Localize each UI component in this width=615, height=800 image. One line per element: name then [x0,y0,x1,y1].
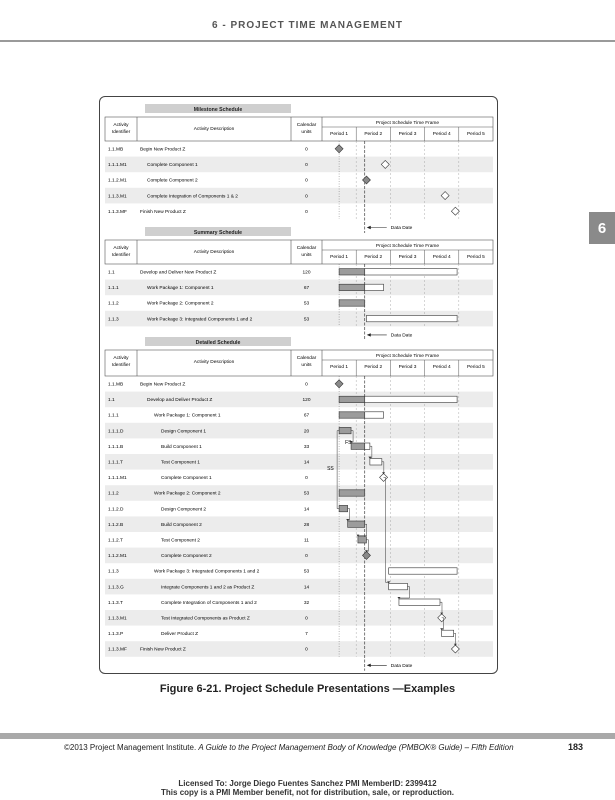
col-activity-identifier: Activity [113,123,129,128]
row-activity-id: 1.1.2.T [108,538,123,544]
row-activity-id: 1.1.1.B [108,444,124,450]
row-activity-desc: Work Package 1: Component 1 [154,413,221,419]
gantt-bar-remaining [365,396,457,402]
gantt-bar-remaining [365,412,384,418]
row-activity-desc: Test Component 1 [161,460,200,466]
row-activity-desc: Complete Integration of Components 1 and 2 [161,600,257,606]
row-calendar-units: 120 [302,398,311,404]
gantt-bar-complete [339,505,348,511]
footer-prefix: ©2013 Project Management Institute. [64,743,199,752]
row-calendar-units: 67 [303,413,310,419]
gantt-bar-remaining [365,269,457,275]
row-activity-id: 1.1.3.M1 [108,194,127,200]
gantt-bar-remaining [370,459,382,465]
row-calendar-units: 0 [305,163,308,169]
row-activity-desc: Work Package 3: Integrated Components 1 and 2 [147,317,253,323]
row-activity-id: 1.1.2.B [108,522,124,528]
row-activity-id: 1.1.2 [108,491,119,497]
col-activity-identifier: Identifier [111,253,131,258]
row-activity-id: 1.1.1.M1 [108,476,127,482]
col-period: Period 4 [432,365,451,370]
data-date-arrowhead [367,226,371,229]
col-period: Period 5 [466,365,485,370]
col-calendar-units: units [301,130,312,135]
gantt-bar-complete [348,521,365,527]
row-activity-desc: Design Component 1 [161,429,207,435]
gantt-bar-remaining [389,568,457,574]
row-calendar-units: 0 [305,178,308,184]
row-activity-id: 1.1.3.M1 [108,616,127,622]
gantt-bar-complete [339,427,351,433]
gantt-bar-complete [339,490,365,496]
gantt-bar-remaining [399,599,440,605]
section-title: Milestone Schedule [193,107,243,113]
col-period: Period 2 [364,132,383,137]
col-period: Period 1 [330,255,349,260]
col-period: Period 3 [398,365,417,370]
row-calendar-units: 0 [305,616,308,622]
row-activity-id: 1.1.3.T [108,600,123,606]
row-activity-desc: Develop and Deliver New Product Z [140,270,217,276]
row-activity-desc: Work Package 2: Component 2 [154,491,221,497]
row-calendar-units: 14 [303,507,310,513]
milestone-complete [362,176,370,184]
gantt-bar-complete [358,537,367,543]
col-calendar-units: units [301,253,312,258]
gantt-bar-remaining [366,315,457,321]
row-activity-desc: Build Component 1 [161,444,202,450]
col-period: Period 5 [466,132,485,137]
row-activity-desc: Work Package 2: Component 2 [147,301,214,307]
row-activity-id: 1.1.2.M1 [108,554,127,560]
col-calendar-units: Calendar [296,356,317,361]
row-calendar-units: 14 [303,585,310,591]
dependency-fs-head [382,472,385,474]
row-activity-desc: Complete Component 1 [147,163,198,169]
data-date-label: Data Date [390,663,413,669]
col-calendar-units: Calendar [296,246,317,251]
figure-caption: Figure 6-21. Project Schedule Presentations —Examples [159,683,456,695]
milestone-complete [335,380,343,388]
gantt-bar-remaining [442,630,454,636]
row-activity-desc: Work Package 3: Integrated Components 1 and 2 [154,569,260,575]
data-date-arrowhead [367,333,371,336]
section-title: Summary Schedule [193,230,243,236]
data-date-label: Data Date [390,226,413,231]
row-calendar-units: 0 [305,209,308,215]
row-calendar-units: 53 [303,317,310,323]
col-period: Period 2 [364,365,383,370]
page-number: 183 [568,742,584,752]
ss-annotation: SS [327,465,334,472]
row-activity-id: 1.1.2 [108,301,119,307]
gantt-bar-complete [339,300,365,306]
col-period: Period 1 [330,132,349,137]
row-activity-desc: Develop and Deliver Product Z [147,398,213,404]
row-activity-id: 1.1.MB [108,382,124,388]
col-time-frame: Project Schedule Time Frame [375,244,440,249]
row-activity-desc: Begin New Product Z [140,382,186,388]
row-calendar-units: 14 [303,460,310,466]
section-title: Detailed Schedule [195,340,241,346]
license-notice [0,779,615,797]
row-calendar-units: 53 [303,569,310,575]
col-activity-identifier: Activity [113,246,129,251]
col-period: Period 4 [432,255,451,260]
row-activity-desc: Test Integrated Components as Product Z [161,616,250,622]
gantt-bar-complete [339,284,365,290]
col-period: Period 5 [466,255,485,260]
row-activity-desc: Finish New Product Z [140,647,186,653]
row-activity-id: 1.1.3.MF [108,209,127,215]
footer-book-title: A Guide to the Project Management Body of Knowledge (PMBOK® Guide) – Fifth Edition [198,743,514,752]
row-activity-id: 1.1.3 [108,569,119,575]
row-activity-desc: Design Component 2 [161,507,207,513]
col-period: Period 3 [398,132,417,137]
row-activity-id: 1.1.1.M1 [108,163,127,169]
row-calendar-units: 0 [305,147,308,153]
row-activity-desc: Finish New Product Z [140,209,186,215]
col-calendar-units: Calendar [296,123,317,128]
row-activity-id: 1.1.1 [108,286,119,292]
row-activity-id: 1.1.3.P [108,632,124,638]
row-calendar-units: 53 [303,301,310,307]
row-activity-desc: Complete Component 2 [147,178,198,184]
gantt-bar-complete [339,412,365,418]
col-period: Period 4 [432,132,451,137]
license-line-2: This copy is a PMI Member benefit, not for distribution, sale, or reproduction. [161,788,454,797]
row-calendar-units: 0 [305,647,308,653]
milestone-complete [335,145,343,153]
row-calendar-units: 120 [302,270,311,276]
col-period: Period 2 [364,255,383,260]
row-activity-desc: Test Component 2 [161,538,200,544]
footer-rule [0,733,615,739]
row-calendar-units: 0 [305,382,308,388]
gantt-bar-complete [351,443,365,449]
row-calendar-units: 11 [304,538,309,544]
row-activity-desc: Complete Integration of Components 1 & 2 [147,194,238,200]
col-period: Period 1 [330,365,349,370]
row-calendar-units: 28 [303,522,310,528]
gantt-bar-remaining [365,284,384,290]
col-activity-description: Activity Description [193,360,235,365]
row-calendar-units: 7 [305,632,308,638]
row-activity-id: 1.1.3.G [108,585,124,591]
data-date-label: Data Date [390,333,413,339]
milestone-pending [451,207,459,215]
row-activity-desc: Complete Component 1 [161,476,212,482]
row-activity-id: 1.1.2.M1 [108,178,127,184]
row-activity-id: 1.1.2.D [108,507,124,513]
col-time-frame: Project Schedule Time Frame [375,354,440,359]
chapter-tab: 6 [589,212,615,244]
col-activity-identifier: Identifier [111,363,131,368]
row-activity-desc: Build Component 2 [161,522,202,528]
row-activity-id: 1.1 [108,270,115,276]
row-activity-desc: Integrate Components 1 and 2 as Product Z [161,585,255,591]
col-calendar-units: units [301,363,312,368]
data-date-arrowhead [367,664,371,667]
row-calendar-units: 20 [303,429,310,435]
row-calendar-units: 32 [303,600,310,606]
row-activity-id: 1.1.3 [108,317,119,323]
row-activity-id: 1.1 [108,398,115,404]
gantt-bar-remaining [389,583,408,589]
row-calendar-units: 67 [303,286,310,292]
row-calendar-units: 33 [303,444,310,450]
col-time-frame: Project Schedule Time Frame [375,121,440,126]
row-activity-desc: Deliver Product Z [161,632,199,638]
row-activity-id: 1.1.1.T [108,460,123,466]
col-activity-identifier: Identifier [111,130,131,135]
fs-annotation: FS [345,440,352,447]
row-calendar-units: 53 [303,491,310,497]
row-activity-id: 1.1.3.MF [108,647,127,653]
col-activity-description: Activity Description [193,250,235,255]
gantt-bar-complete [339,396,365,402]
gantt-bar-complete [339,269,365,275]
gantt-bar-remaining [365,443,370,449]
row-calendar-units: 0 [305,476,308,482]
row-activity-desc: Complete Component 2 [161,554,212,560]
row-activity-desc: Work Package 1: Component 1 [147,286,214,292]
page-header: 6 - PROJECT TIME MANAGEMENT [212,20,403,31]
row-calendar-units: 0 [305,554,308,560]
row-activity-id: 1.1.1.D [108,429,124,435]
row-activity-desc: Begin New Product Z [140,147,186,153]
col-activity-description: Activity Description [193,127,235,132]
row-activity-id: 1.1.1 [108,413,119,419]
row-activity-id: 1.1.MB [108,147,124,153]
col-period: Period 3 [398,255,417,260]
footer-copyright [64,743,514,752]
row-calendar-units: 0 [305,194,308,200]
col-activity-identifier: Activity [113,356,129,361]
license-line-1: Licensed To: Jorge Diego Fuentes Sanchez PMI MemberID: 2399412 [178,779,437,788]
